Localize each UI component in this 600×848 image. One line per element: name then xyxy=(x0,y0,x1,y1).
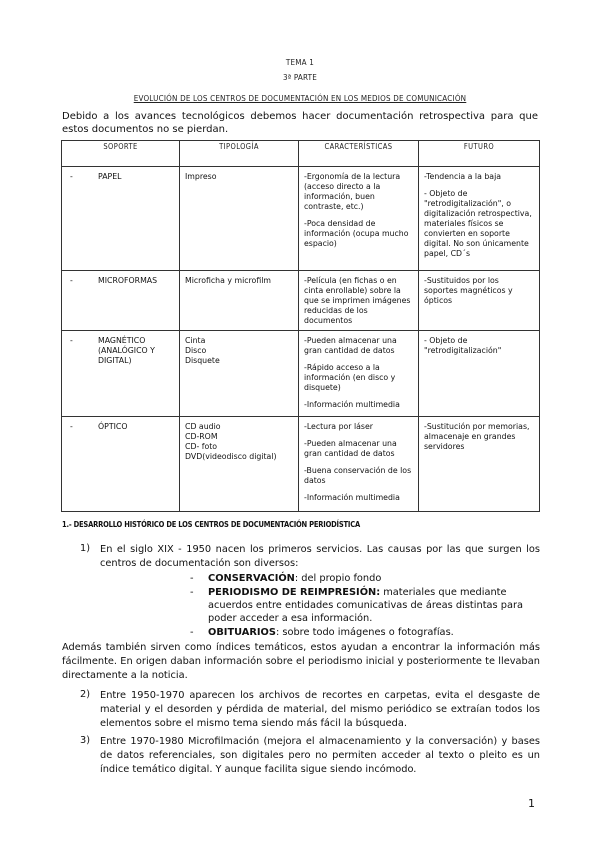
tipologia-line: Cinta xyxy=(185,336,206,345)
item-text-3: Entre 1970-1980 Microfilmación (mejora el almacenamiento y la conversación) y bases de datos referenciales, son digitales pero no permiten acceder al texto o pleito es un índice temático digital. Y aunque facilita sigue siendo incómodo. xyxy=(100,736,540,775)
cell-soporte: - ÓPTICO xyxy=(62,417,180,512)
tipologia-line: Disco xyxy=(185,346,207,355)
caracteristicas-entry: -Buena conservación de los datos xyxy=(304,466,412,485)
cell-soporte: - MAGNÉTICO (ANALÓGICO Y DIGITAL) xyxy=(62,331,180,417)
caracteristicas-entry: -Rápido acceso a la información (en disco y disquete) xyxy=(304,363,396,392)
cell-soporte: - PAPEL xyxy=(62,167,180,271)
list-item: - OBITUARIOS: sobre todo imágenes o fotografías. xyxy=(190,627,454,638)
table-row xyxy=(62,417,540,512)
bullet-bold: PERIODISMO DE REIMPRESIÓN: xyxy=(208,587,381,598)
table-row xyxy=(62,167,540,271)
tipologia-line: Disquete xyxy=(185,356,220,365)
bullet-text: : del propio fondo xyxy=(294,573,382,584)
support-table xyxy=(61,140,540,512)
table-row xyxy=(62,331,540,417)
item-number-3: 3) xyxy=(80,735,91,746)
futuro-entry: -Sustituidos por los soportes magnéticos y ópticos xyxy=(424,276,513,305)
tipologia-line: DVD(videodisco digital) xyxy=(185,452,277,461)
page-number: 1 xyxy=(528,797,535,810)
header-parte: 3ª PARTE xyxy=(283,73,317,82)
bullet-bold: CONSERVACIÓN xyxy=(208,573,295,584)
caracteristicas-entry: -Poca densidad de información (ocupa mucho espacio) xyxy=(304,219,409,248)
cell-tipologia xyxy=(180,331,299,417)
bullet-text: materiales que mediante acuerdos entre entidades comunicativas de áreas distintas para poder acceder a esa información. xyxy=(208,587,524,624)
futuro-entry: - Objeto de "retrodigitalización" xyxy=(424,336,502,355)
futuro-entry: -Sustitución por memorias, almacenaje en grandes servidores xyxy=(424,422,530,451)
caracteristicas-entry: -Pueden almacenar una gran cantidad de datos xyxy=(304,439,397,458)
cell-caracteristicas xyxy=(299,331,419,417)
tipologia-line: Microficha y microfilm xyxy=(185,276,271,285)
bullet-list xyxy=(190,572,540,640)
header-caracteristicas: CARACTERÍSTICAS xyxy=(299,141,419,167)
item-text-1: En el siglo XIX - 1950 nacen los primeros servicios. Las causas por las que surgen los centros de documentación son diversos: xyxy=(100,544,540,569)
cell-futuro xyxy=(419,167,540,271)
soporte-label: ÓPTICO xyxy=(98,422,128,431)
tipologia-line: CD- foto xyxy=(185,442,218,451)
header-futuro: FUTURO xyxy=(419,141,540,167)
tipologia-line: CD audio xyxy=(185,422,221,431)
cell-tipologia xyxy=(180,417,299,512)
table-header-row xyxy=(62,141,540,167)
tipologia-line: Impreso xyxy=(185,172,217,181)
header-tema: TEMA 1 xyxy=(285,58,315,67)
item-number-2: 2) xyxy=(80,689,91,700)
cell-tipologia xyxy=(180,167,299,271)
section-title: 1.- DESARROLLO HISTÓRICO DE LOS CENTROS DE DOCUMENTACIÓN PERIODÍSTICA xyxy=(62,520,361,529)
bullet-text: : sobre todo imágenes o fotografías. xyxy=(275,627,454,638)
caracteristicas-entry: -Información multimedia xyxy=(304,400,400,409)
soporte-label: PAPEL xyxy=(98,172,122,181)
futuro-entry: - Objeto de "retrodigitalización", o digitalización retrospectiva, materiales físicos se convierten en soporte digital. No son únicamente papel, CD´s xyxy=(424,189,532,258)
soporte-label: MICROFORMAS xyxy=(98,276,158,285)
item-text-2: Entre 1950-1970 aparecen los archivos de recortes en carpetas, evita el desgaste de material y el desorden y pérdida de material, del mismo periódico se extraían todos los elementos sobre el mismo tema siendo más fácil la búsqueda. xyxy=(100,690,540,729)
header-tipologia: TIPOLOGÍA xyxy=(180,141,299,167)
caracteristicas-entry: -Lectura por láser xyxy=(304,422,373,431)
header-subtitle: EVOLUCIÓN DE LOS CENTROS DE DOCUMENTACIÓN EN LOS MEDIOS DE COMUNICACIÓN xyxy=(133,94,467,103)
cell-caracteristicas xyxy=(299,167,419,271)
intro-paragraph: Debido a los avances tecnológicos debemos hacer documentación retrospectiva para que estos documentos no se pierdan. xyxy=(62,111,538,135)
cell-futuro xyxy=(419,271,540,331)
list-item: - PERIODISMO DE REIMPRESIÓN: materiales que mediante acuerdos entre entidades comunicativas de áreas distintas para poder acceder a esa información. xyxy=(190,587,524,624)
futuro-entry: -Tendencia a la baja xyxy=(424,172,502,181)
caracteristicas-entry: -Película (en fichas o en cinta enrollable) sobre la que se imprimen imágenes reducidas de los documentos xyxy=(304,276,411,325)
caracteristicas-entry: -Pueden almacenar una gran cantidad de datos xyxy=(304,336,397,355)
cell-caracteristicas xyxy=(299,271,419,331)
cell-caracteristicas xyxy=(299,417,419,512)
cell-soporte: - MICROFORMAS xyxy=(62,271,180,331)
item-number-1: 1) xyxy=(80,543,91,554)
soporte-label: MAGNÉTICO (ANALÓGICO Y DIGITAL) xyxy=(98,336,155,365)
list-item: - CONSERVACIÓN: del propio fondo xyxy=(190,573,382,584)
caracteristicas-entry: -Información multimedia xyxy=(304,493,400,502)
cell-tipologia xyxy=(180,271,299,331)
section-paragraph: Además también sirven como índices temáticos, estos ayudan a encontrar la información más fácilmente. En origen daban información sobre el periodismo inicial y posteriormente te llevaban directamente a la noticia. xyxy=(62,642,540,681)
table-row xyxy=(62,271,540,331)
cell-futuro xyxy=(419,331,540,417)
cell-futuro xyxy=(419,417,540,512)
tipologia-line: CD-ROM xyxy=(185,432,218,441)
bullet-bold: OBITUARIOS xyxy=(208,627,276,638)
caracteristicas-entry: -Ergonomía de la lectura (acceso directo a la información, buen contraste, etc.) xyxy=(304,172,401,211)
header-soporte: SOPORTE xyxy=(62,141,180,167)
